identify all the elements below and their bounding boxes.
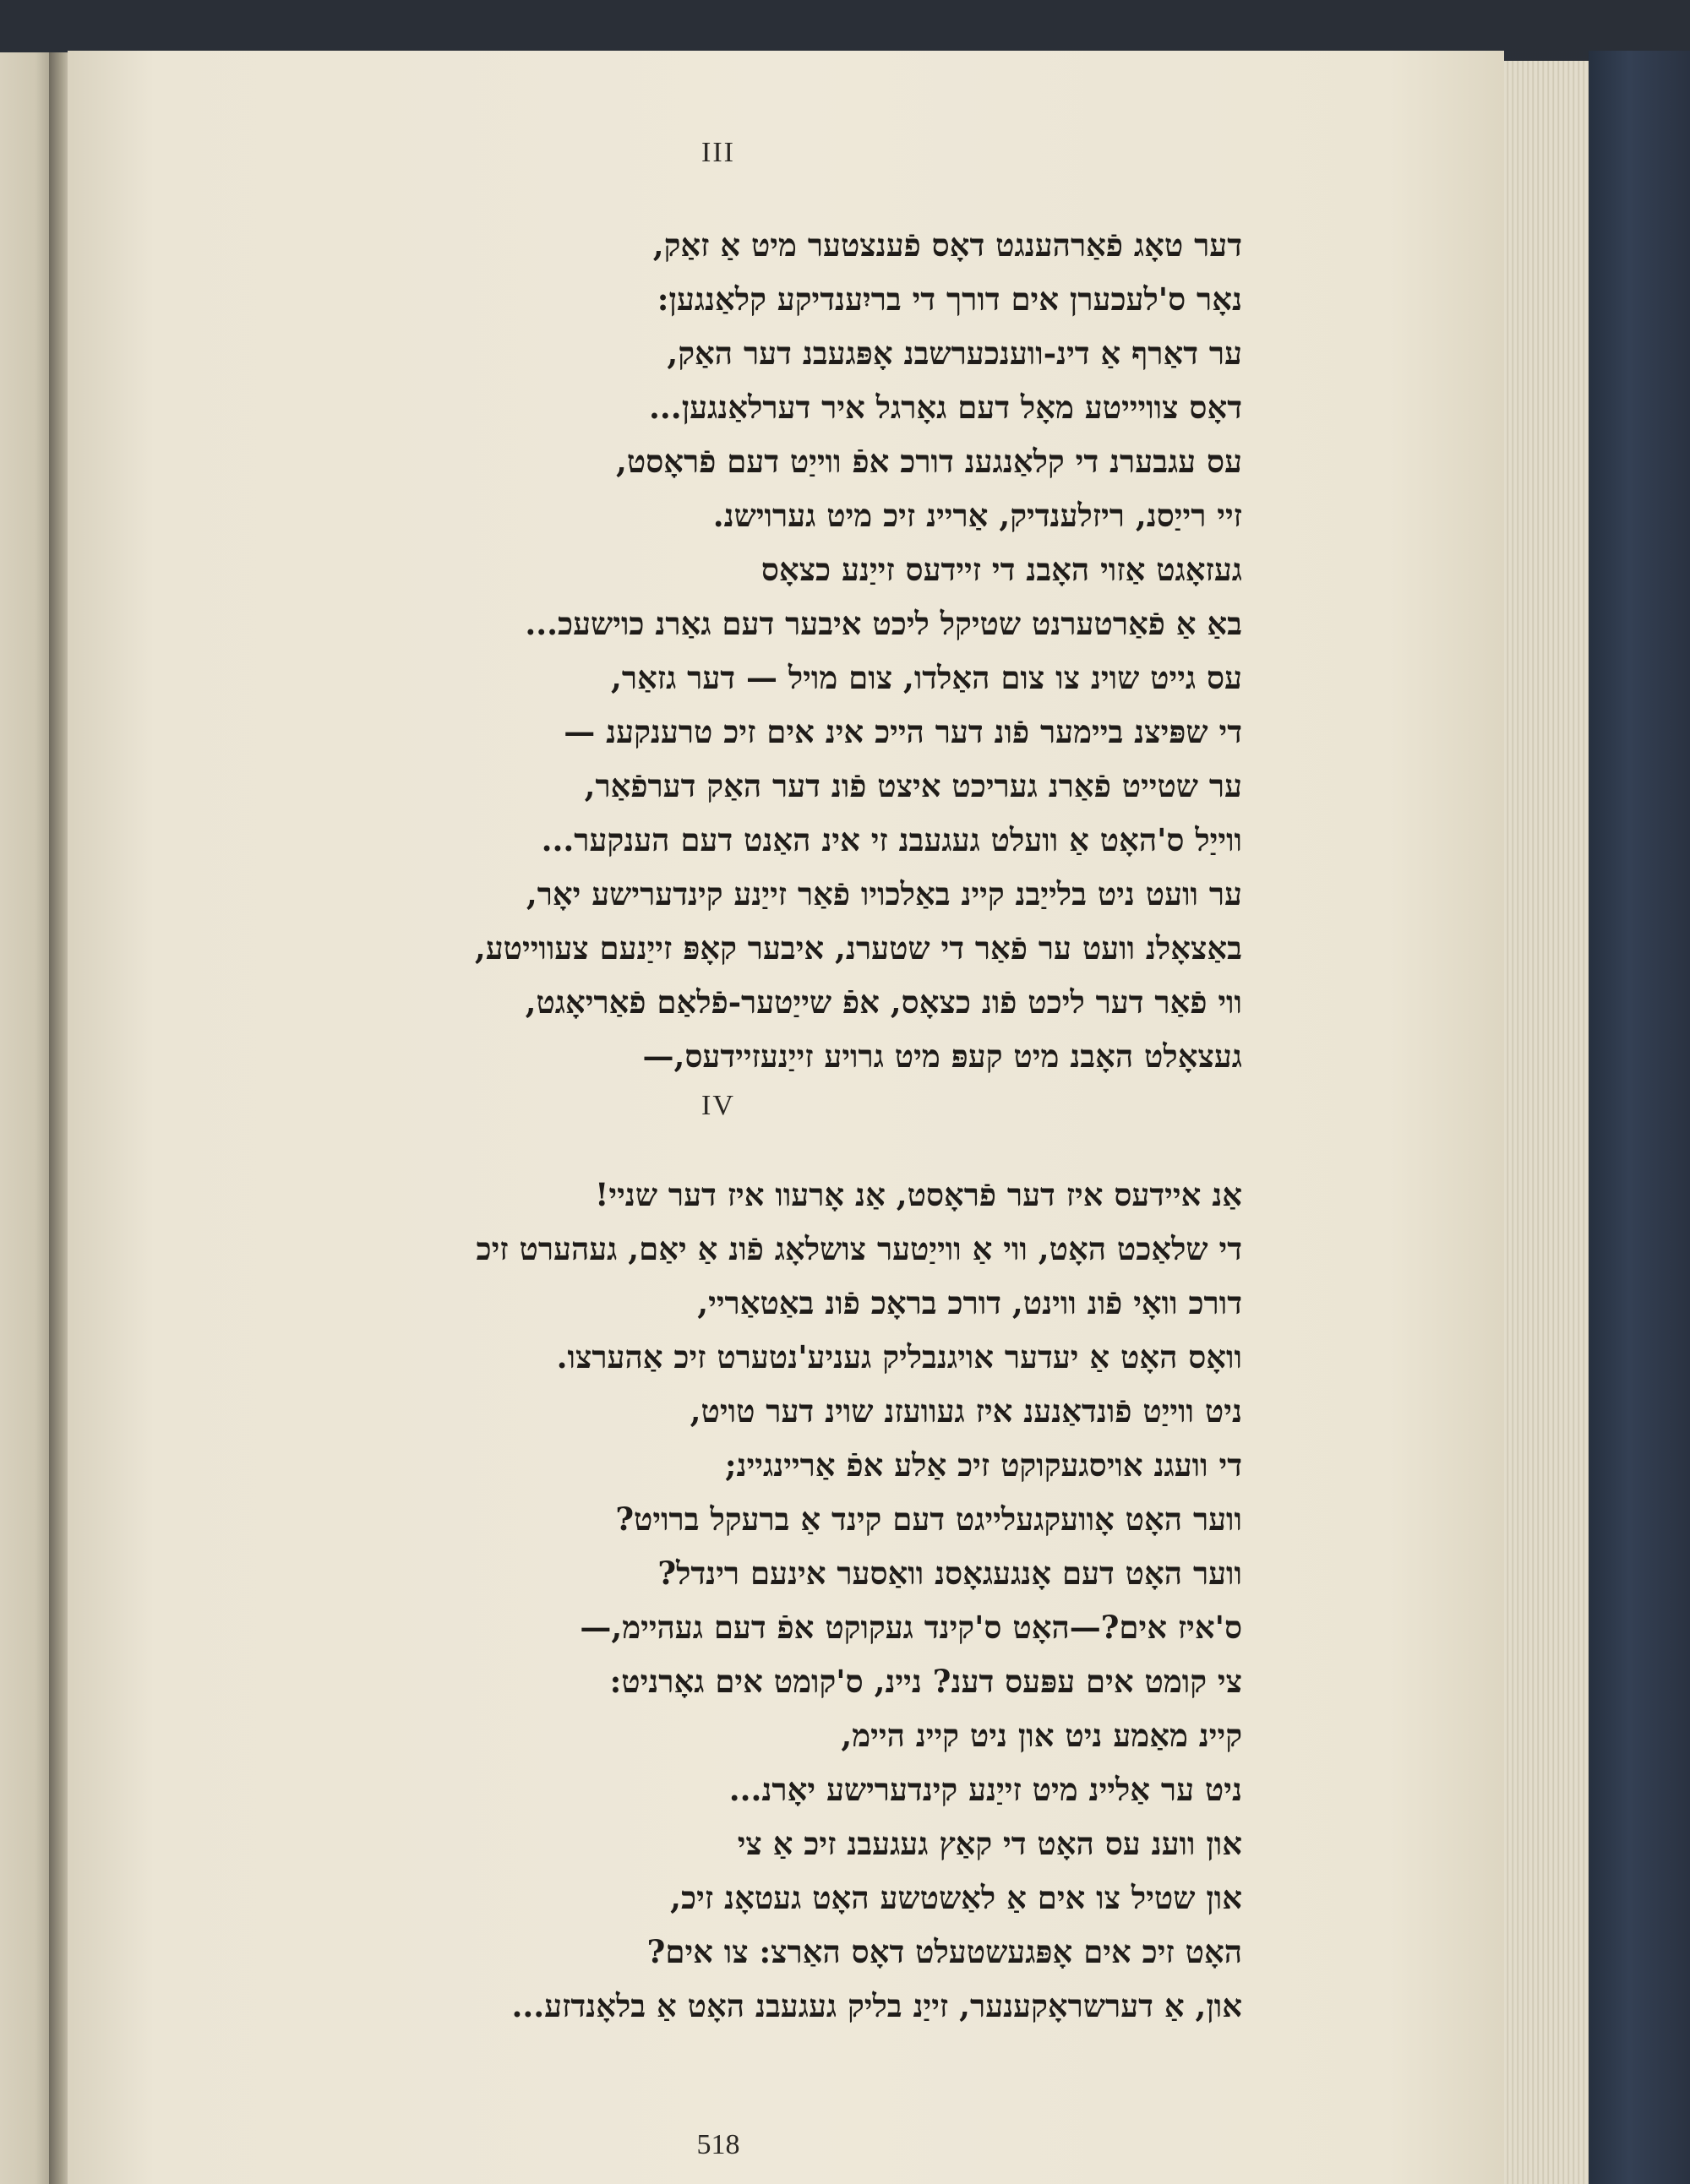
poem-line: און ווענ עס האָט די קאַץ געגעבנ זיכ אַ צי [737, 1825, 1242, 1862]
book-cover-edge [1589, 51, 1690, 2184]
section-heading-iv: IV [701, 1090, 735, 1121]
poem-line: עס גייט שוינ צו צום האַלדו, צום מויל — דער גזאַר, [610, 659, 1242, 696]
poem-line: קיינ מאַמע ניט און ניט קיינ היימ, [841, 1717, 1242, 1754]
poem-line: באַצאָלנ וועט ער פֿאַר די שטערנ, איבער קאָפּ זייַנעם צעווייטע, [474, 929, 1242, 967]
poem-line: ניט ער אַליינ מיט זייַנע קינדערישע יאָרנ... [728, 1771, 1242, 1808]
poem-line: די שלאַכט האָט, ווי אַ ווייַטער צושלאָג פֿונ אַ יאַם, געהערט זיכ [476, 1230, 1242, 1267]
poem-section-iii [220, 218, 1242, 1083]
poem-line: ווער האָט דעם אָנגעגאָסנ וואַסער אינעם רינדל? [657, 1555, 1242, 1592]
poem-line: נאָר ס'לעכערן אים דורך די בריִענדיקע קלאַנגען: [657, 280, 1242, 318]
poem-line: האָט זיכ אים אָפּגעשטעלט דאָס האַרצ: צו אים? [646, 1933, 1242, 1970]
poem-line: געצאָלט האָבנ מיט קעפּ מיט גרויע זייַנעזיידעס,— [642, 1038, 1242, 1075]
poem-line: די וועגנ אויסגעקוקט זיכ אַלע אפֿ אַריינגיינ; [724, 1446, 1242, 1484]
poem-line: דאָס צוויייטע מאָל דעם גאָרגל איר דערלאַנגען... [649, 389, 1242, 426]
poem-line: וואָס האָט אַ יעדער אויגנבליק געניע'נטערט זיכ אַהערצו. [556, 1338, 1242, 1375]
poem-section-iv [220, 1168, 1242, 2033]
poem-line: און, אַ דערשראָקענער, זייַנ בליק געגעבנ האָט אַ בלאָנדזע... [511, 1987, 1242, 2024]
section-heading-iii: III [701, 137, 735, 168]
poem-line: ער וועט ניט בלייַבנ קיינ באַלכויו פֿאַר זייַנע קינדערישע יאָר, [526, 875, 1242, 912]
poem-line: ס'איז אים?—האָט ס'קינד געקוקט אפֿ דעם געהיימ,— [580, 1609, 1242, 1646]
poem-line: די שפּיצנ ביימער פֿונ דער הייכ אינ אים זיכ טרענקענ — [564, 713, 1242, 750]
poem-line: און שטיל צו אים אַ לאַשטשע האָט געטאָנ זיכ, [670, 1879, 1242, 1916]
poem-line: ווער האָט אָוועקגעלייגט דעם קינד אַ ברעקל ברויט? [615, 1500, 1242, 1538]
poem-line: געזאָגט אַזוי האָבנ די זיידעס זייַנע כצאָס [760, 551, 1242, 588]
poem-line: ער דאַרף אַ דינ-ווענכערשבנ אָפּגעבנ דער האַק, [667, 335, 1242, 372]
poem-line: צי קומט אים עפּעס דענ? ניינ, ס'קומט אים גאָרניט: [609, 1663, 1242, 1700]
poem-line: זיי רייַסנ, ריזלענדיק, אַריינ זיכ מיט גערוישנ. [712, 497, 1242, 534]
poem-line: ווי פֿאַר דער ליכט פֿונ כצאָס, אפֿ שייַטער-פֿלאַם פֿאַריאָגט, [525, 983, 1242, 1021]
poem-line: ניט ווייַט פֿונדאַנענ איז געוועזנ שוינ דער טויט, [690, 1392, 1242, 1430]
poem-line: ער שטייט פֿאַרנ געריכט איצט פֿונ דער האַק דערפֿאַר, [584, 767, 1242, 804]
page-number: 518 [696, 2129, 740, 2160]
poem-line: באַ אַ פֿאַרטערנט שטיקל ליכט איבער דעם גאַרנ כוישעכ... [525, 605, 1242, 642]
poem-line: עס עגבערנ די קלאַנגענ דורכ אפֿ ווייַט דעם פֿראָסט, [616, 443, 1242, 480]
poem-line: ווייַל ס'האָט אַ וועלט געגעבנ זי אינ האַנט דעם הענקער... [541, 821, 1242, 858]
poem-line: דורכ וואָי פֿונ ווינט, דורכ בראָכ פֿונ באַטאַריי, [697, 1284, 1242, 1321]
page-stack-edges [1504, 61, 1589, 2184]
poem-line: אַנ איידעס איז דער פֿראָסט, אַנ אָרעוו איז דער שניי! [595, 1176, 1242, 1213]
poem-line: דער טאָג פֿאַרהענגט דאָס פֿענצטער מיט אַ זאַק, [652, 226, 1242, 264]
